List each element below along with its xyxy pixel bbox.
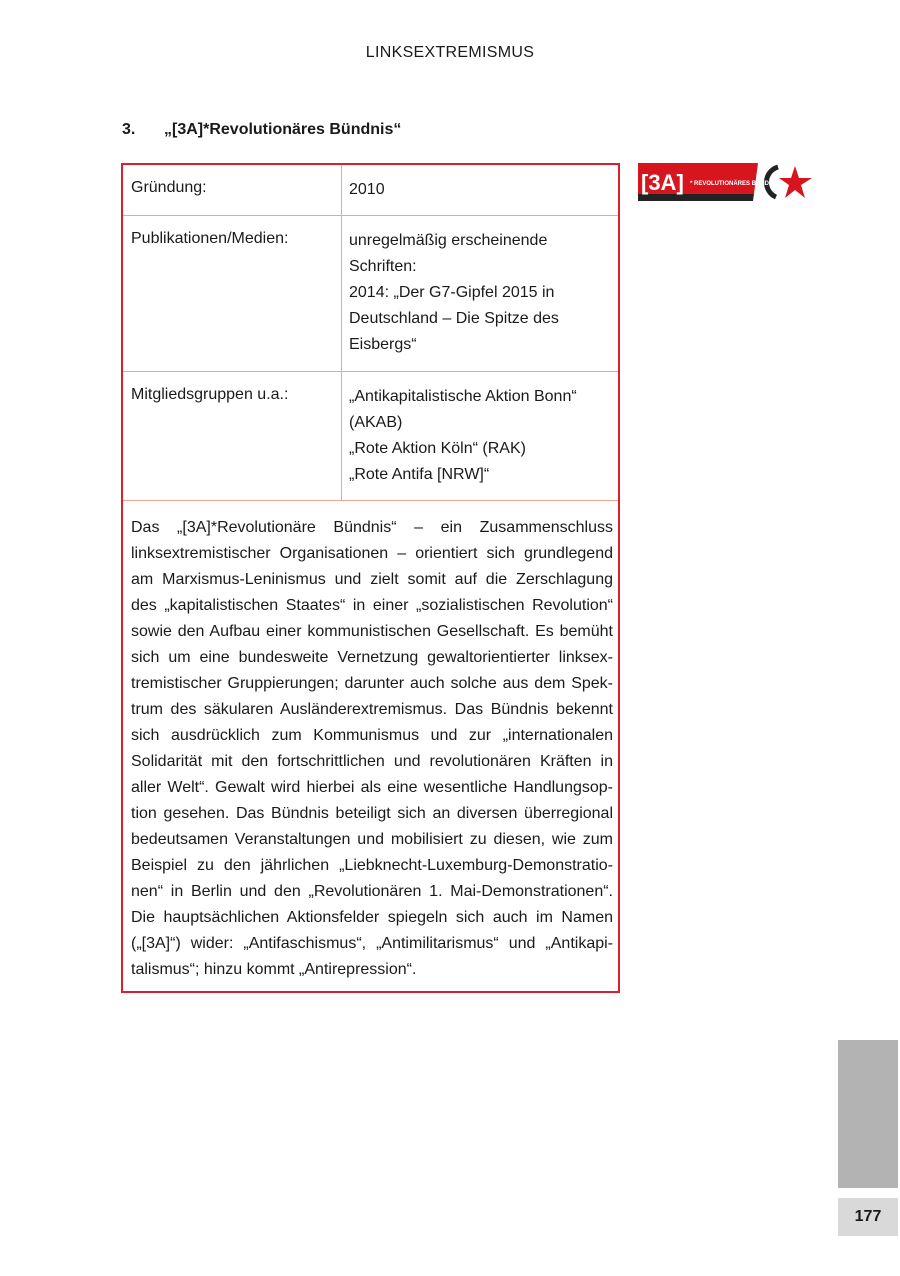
- table-row: [123, 372, 618, 501]
- table-row: [123, 165, 618, 216]
- text-line: des „kapitalistischen Staates“ in einer „sozialistischen Revolution“: [131, 597, 613, 614]
- text-line: („[3A]“) wider: „Antifaschismus“, „Antimilitarismus“ und „Antikapi-: [131, 935, 613, 952]
- value-line: „Antikapitalistische Aktion Bonn“: [349, 388, 577, 405]
- value-line: Eisbergs“: [349, 336, 417, 353]
- row-label: Gründung:: [131, 179, 207, 196]
- value-line: unregelmäßig erscheinende: [349, 232, 548, 249]
- organization-logo: [638, 163, 812, 201]
- text-line: Das „[3A]*Revolutionäre Bündnis“ – ein Zusammenschluss: [131, 519, 613, 536]
- row-label: Publikationen/Medien:: [131, 230, 289, 247]
- text-line: bedeutsamen Veranstaltungen und mobilisiert zu diesen, wie zum: [131, 831, 613, 848]
- text-line: Die hauptsächlichen Aktionsfelder spiegeln sich auch im Namen: [131, 909, 613, 926]
- section-number: 3.: [122, 121, 136, 138]
- text-line: am Marxismus-Leninismus und zielt somit auf die Zerschlagung: [131, 571, 613, 588]
- value-line: Deutschland – Die Spitze des: [349, 310, 559, 327]
- text-line: linksextremistischer Organisationen – orientiert sich grundlegend: [131, 545, 613, 562]
- text-line: sich um eine bundesweite Vernetzung gewaltorientierter linksex-: [131, 649, 613, 666]
- section-title: „[3A]*Revolutionäres Bündnis“: [164, 121, 402, 138]
- row-value: [349, 384, 577, 488]
- value-line: 2014: „Der G7-Gipfel 2015 in: [349, 284, 555, 301]
- description-text: [131, 515, 613, 983]
- text-line: tremistischer Gruppierungen; darunter auch solche aus dem Spek-: [131, 675, 613, 692]
- svg-text:[3A]: [3A]: [641, 170, 684, 195]
- chapter-tab: [838, 1040, 898, 1188]
- text-line: trum des säkularen Ausländerextremismus. Das Bündnis bekennt: [131, 701, 613, 718]
- svg-text:* REVOLUTIONÄRES BÜNDNIS: * REVOLUTIONÄRES BÜNDNIS: [690, 181, 780, 187]
- value-line: Schriften:: [349, 258, 417, 275]
- row-value: [349, 177, 385, 203]
- value-line: „Rote Antifa [NRW]“: [349, 466, 490, 483]
- text-line: Beispiel zu den jährlichen „Liebknecht-Luxemburg-Demonstratio-: [131, 857, 613, 874]
- running-header: LINKSEXTREMISMUS: [365, 44, 535, 61]
- text-line: nen“ in Berlin und den „Revolutionären 1. Mai-Demonstrationen“.: [131, 883, 613, 900]
- text-line: Solidarität mit den fortschrittlichen und revolutionären Kräften in: [131, 753, 613, 770]
- text-line: tion gesehen. Das Bündnis beteiligt sich an diversen überregional: [131, 805, 613, 822]
- row-label: Mitgliedsgruppen u.a.:: [131, 386, 289, 403]
- value-line: „Rote Aktion Köln“ (RAK): [349, 440, 526, 457]
- text-line: sowie den Aufbau einer kommunistischen Gesellschaft. Es bemüht: [131, 623, 613, 640]
- value-line: 2010: [349, 181, 385, 198]
- text-line: aller Welt“. Gewalt wird hierbei als eine wesentliche Handlungsop-: [131, 779, 613, 796]
- value-line: (AKAB): [349, 414, 403, 431]
- row-value: [349, 228, 559, 358]
- info-box: [121, 163, 620, 993]
- text-line: talismus“; hinzu kommt „Antirepression“.: [131, 961, 417, 978]
- text-line: sich ausdrücklich zum Kommunismus und zur „internationalen: [131, 727, 613, 744]
- page-number: 177: [838, 1198, 898, 1236]
- table-row: [123, 216, 618, 372]
- section-heading: [122, 121, 401, 139]
